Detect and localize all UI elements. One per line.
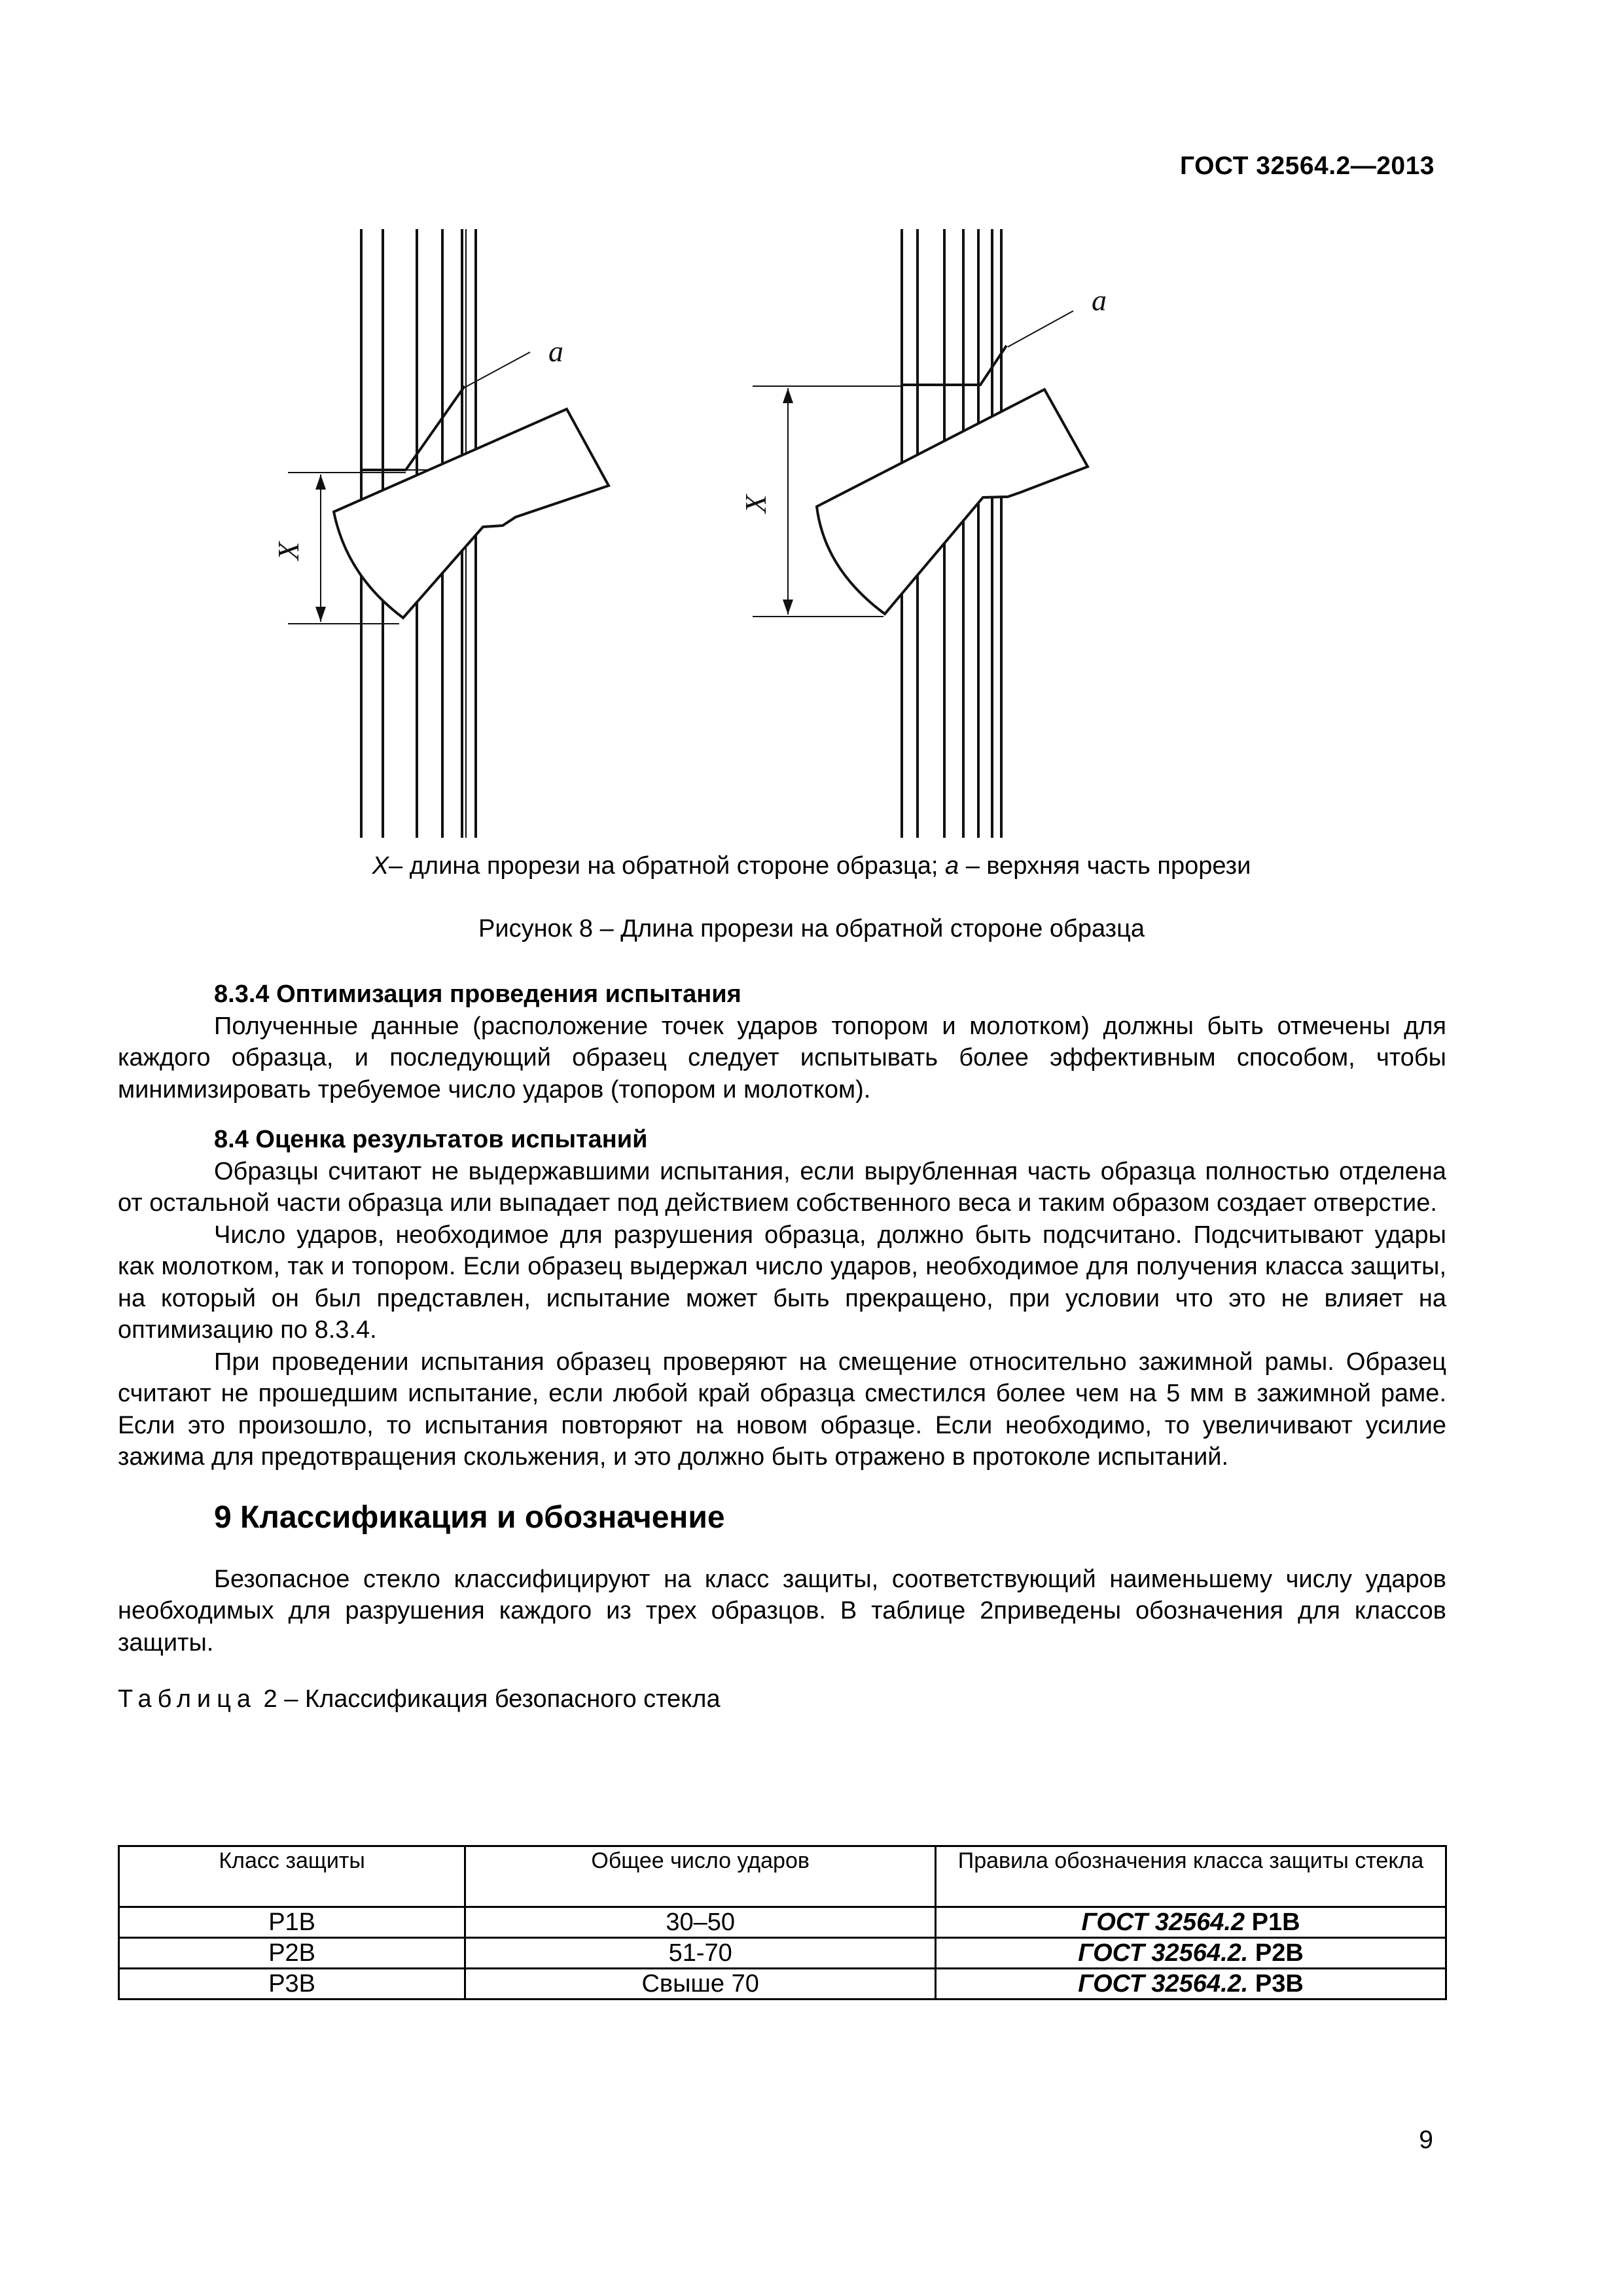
- table-row: [119, 1907, 1446, 1938]
- left-label-a: a: [548, 334, 563, 368]
- right-leader: [1008, 311, 1073, 347]
- section-8-3-4-paragraph: Полученные данные (расположение точек ударов топором и молотком) должны быть отмечены для каждого образца, и последующий образец следует испытывать более эффективным способом, чтобы минимизировать требуемое число ударов (топором и молотком).: [118, 1012, 1446, 1103]
- figure-caption: Рисунок 8 – Длина прорези на обратной стороне образца: [478, 915, 1145, 942]
- cell-designation: ГОСТ 32564.2 Р1В: [936, 1907, 1446, 1938]
- left-label-x: X: [272, 541, 305, 560]
- cell-designation: ГОСТ 32564.2. Р2В: [936, 1938, 1446, 1969]
- right-axe-wedge: [817, 389, 1088, 614]
- section-8-4-paragraph-2: Число ударов, необходимое для разрушения образца, должно быть подсчитано. Подсчитывают удары как молотком, так и топором. Если образец выдержал число ударов, необходимое для получения класса защиты, на который он был представлен, испытание может быть прекращено, при условии что это не влияет на оптимизацию по 8.3.4.: [118, 1221, 1446, 1344]
- section-8-4-heading: 8.4 Оценка результатов испытаний: [214, 1126, 648, 1153]
- figure-8-drawing: [190, 229, 1139, 851]
- classification-table: [118, 1845, 1447, 2000]
- cell-hits: Свыше 70: [465, 1969, 936, 2000]
- cell-hits: 30–50: [465, 1907, 936, 1938]
- page-number: 9: [1419, 2126, 1433, 2154]
- section-8-4-paragraph-1: Образцы считают не выдержавшими испытания, если вырубленная часть образца полностью отделена от остальной части образца или выпадает под действием собственного веса и таким образом создает отверстие.: [118, 1157, 1446, 1217]
- table-row: [119, 1969, 1446, 2000]
- right-label-x: X: [739, 494, 772, 513]
- figure-legend: X– длина прорези на обратной стороне образца; а – верхняя часть прорези: [372, 852, 1251, 880]
- cell-designation: ГОСТ 32564.2. Р3В: [936, 1969, 1446, 2000]
- section-9-paragraph: Безопасное стекло классифицируют на класс защиты, соответствующий наименьшему числу ударов необходимых для разрушения каждого из трех образцов. В таблице 2приведены обозначения для классов защиты.: [118, 1565, 1446, 1657]
- table-row: [119, 1938, 1446, 1969]
- section-9-heading: 9 Классификация и обозначение: [214, 1499, 725, 1535]
- section-8-4-paragraph-3: При проведении испытания образец проверяют на смещение относительно зажимной рамы. Образец считают не прошедшим испытание, если любой край образца сместился более чем на 5 мм в зажимной раме. Если это произошло, то испытания повторяют на новом образце. Если необходимо, то увеличивают усилие зажима для предотвращения скольжения, и это должно быть отражено в протоколе испытаний.: [118, 1348, 1446, 1471]
- cell-hits: 51-70: [465, 1938, 936, 1969]
- standard-header: ГОСТ 32564.2—2013: [1179, 152, 1435, 180]
- left-cut-top: [361, 386, 465, 470]
- header-total-hits: Общее число ударов: [465, 1846, 936, 1907]
- right-label-a: a: [1092, 283, 1107, 317]
- cell-class: Р3В: [119, 1969, 465, 2000]
- document-body: [118, 978, 1446, 1715]
- table-caption: Таблица 2 – Классификация безопасного стекла: [118, 1685, 721, 1713]
- left-axe-wedge: [334, 409, 609, 618]
- header-designation-rule: Правила обозначения класса защиты стекла: [936, 1846, 1446, 1907]
- section-8-3-4-heading: 8.3.4 Оптимизация проведения испытания: [214, 980, 741, 1008]
- cell-class: Р1В: [119, 1907, 465, 1938]
- table-header-row: [119, 1846, 1446, 1907]
- header-protection-class: Класс защиты: [119, 1846, 465, 1907]
- cell-class: Р2В: [119, 1938, 465, 1969]
- figure-8: [190, 229, 1139, 851]
